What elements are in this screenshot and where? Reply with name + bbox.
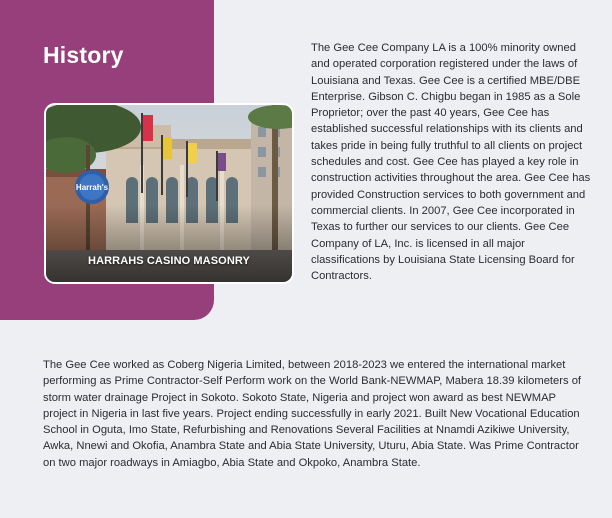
nigeria-paragraph: The Gee Cee worked as Coberg Nigeria Limited, between 2018-2023 we entered the international market performing as Prime Contractor-Self Perform work on the World Bank-NEWMAP, Mabera 18.39 kilometers of storm water drainage Project in Sokoto. Sokoto State, Nigeria and project won award as best NEWMAP project in Nigeria in last five years. Project ending successfully in early 2021. Built New Vocational Education School in Oguta, Imo State, Refurbishing and Renovations Several Facilities at Nnamdi Azikiwe University, Awka, Nnewi and Okofia, Anambra State and Abia State University, Uturu, Abia State. Was Prime Contractor on two major roadways in Amiagbo, Abia State and Okpoko, Anambra State.	[43, 359, 582, 469]
intro-paragraph: The Gee Cee Company LA is a 100% minority owned and operated corporation registered under the laws of Louisiana and Texas. Gee Cee is a certified MBE/DBE Enterprise. Gibson C. Chigbu began in 1985 as a Sole Proprietor; over the past 40 years, Gee Cee has established successful relationships with its clients and takes pride in being fully truthful to all clients on project schedules and cost. Gee Cee has played a key role in construction activities throughout the area. Gee Cee has provided Construction services to both government and commercial clients. In 2007, Gee Cee incorporated in Texas to further our services to our clients. Gee Cee Company of LA, Inc. is licensed in all major classifications by Louisiana State Licensing Board for Contractors.	[311, 42, 591, 283]
section-title: History	[43, 42, 124, 68]
project-photo-card	[44, 103, 294, 284]
photo-caption: HARRAHS CASINO MASONRY	[88, 255, 250, 267]
